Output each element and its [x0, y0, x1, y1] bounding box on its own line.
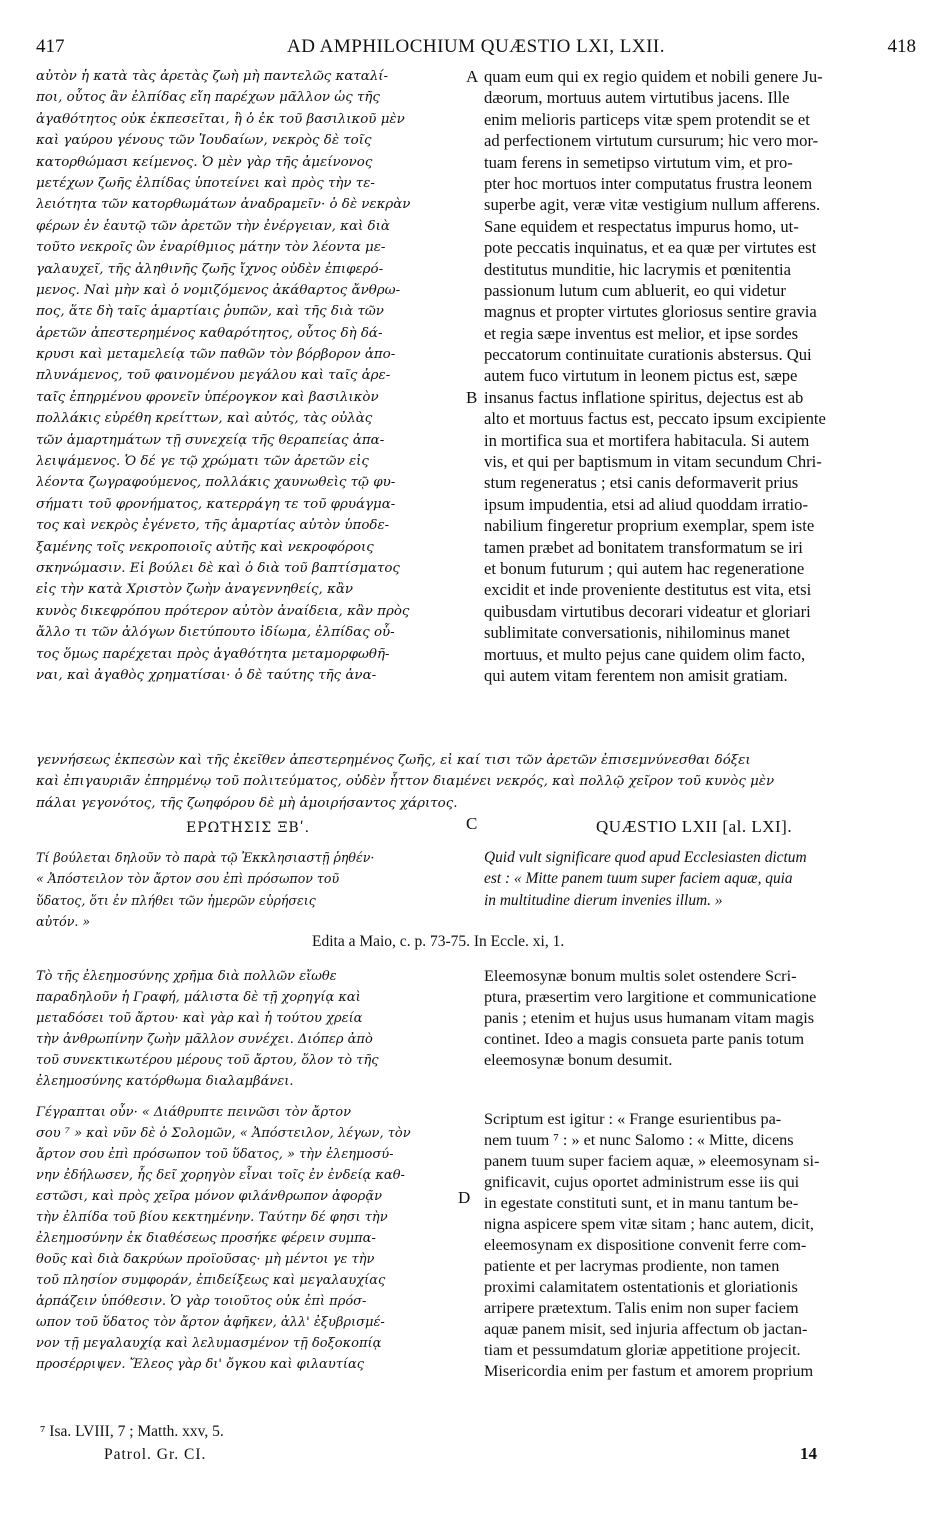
- text-line: ποι, οὗτος ἂν ἐλπίδας εἴη παρέχων μᾶλλον ὡς τῆς: [36, 90, 380, 106]
- running-header: [36, 36, 916, 62]
- text-line: pter hoc mortuos inter computatus frustra leonem: [484, 173, 813, 193]
- text-line: φέρων ἐν ἑαυτῷ τῶν ἀρετῶν τὴν ἐνέργειαν, καὶ διὰ: [36, 218, 390, 234]
- latin-question-heading: QUÆSTIO LXII [al. LXI].: [596, 817, 793, 836]
- edition-note: Edita a Maio, c. p. 73-75. In Eccle. xi, 1.: [312, 933, 565, 950]
- text-line: pote peccatis inquinatus, et ea quæ per virtutes est: [484, 238, 817, 258]
- text-line: αὐτὸν ἡ κατὰ τὰς ἀρετὰς ζωὴ μὴ παντελῶς καταλί-: [36, 69, 389, 84]
- text-line: ταῖς ἐπηρμένου φρονεῖν ὑπέρογκον καὶ βασιλικὸν: [36, 389, 379, 405]
- text-line: τὴν ἐλπίδα τοῦ βίου κεκτημένην. Ταύτην δέ φησι τὴν: [36, 1210, 388, 1225]
- text-line: nigna aspicere spem vitæ sitam ; hanc autem, dicit,: [484, 1215, 814, 1233]
- text-line: ωπον τοῦ ὕδατος τὸν ἄρτον ἀφῆκεν, ἀλλ' ἐξυβρισμέ-: [36, 1315, 385, 1330]
- text-line: ἀγαθότητος οὐκ ἐκπεσεῖται, ἢ ὁ ἐκ τοῦ βασιλικοῦ μὲν: [36, 111, 405, 127]
- text-line: et bonum futurum ; qui autem hac regeneratione: [484, 558, 805, 578]
- text-line: πολλάκις εὑρέθη κρείττων, καὶ αὐτός, τὰς οὐλὰς: [36, 411, 373, 427]
- text-line: stum regeneratus ; etsi canis deformaverit prius: [484, 473, 799, 493]
- latin-question-text: [484, 850, 920, 914]
- text-line: nem tuum ⁷ : » et nunc Salomo : « Mitte, dicens: [484, 1131, 794, 1149]
- text-line: τοῦ πλησίον συμφοράν, ἐπιδείξεως καὶ μεγαλαυχίας: [36, 1273, 386, 1288]
- greek-paragraph-2: [36, 1102, 464, 1375]
- text-line: τοῦτο νεκροῖς ὢν ἐναρίθμιος μάτην τὸν λέοντα με-: [36, 240, 386, 256]
- text-line: « Ἀπόστειλον τὸν ἄρτον σου ἐπὶ πρόσωπον τοῦ: [36, 871, 340, 887]
- text-line: in mortifica sua et mortifera habitacula. Si autem: [484, 430, 810, 450]
- text-line: ξαμένης τοῖς νεκροποιοῖς αὐτῆς καὶ νεκροφόροις: [36, 539, 374, 555]
- text-line: λειότητα τῶν κατορθωμάτων ἀναδραμεῖν· ὁ δὲ νεκρὰν: [36, 197, 411, 213]
- text-line: τὴν ἀνθρωπίνην ζωὴν μᾶλλον συνέχει. Διόπερ ἀπὸ: [36, 1032, 373, 1047]
- greek-question-heading: ΕΡΩΤΗΣΙΣ ΞΒʹ.: [186, 820, 311, 836]
- text-line: Quid vult significare quod apud Ecclesiasten dictum: [484, 850, 807, 866]
- text-line: σου ⁷ » καὶ νῦν δὲ ὁ Σολομῶν, « Ἀπόστειλον, λέγων, τὸν: [36, 1126, 411, 1141]
- text-line: ἀρετῶν ἀπεστερημένος καθαρότητος, οὗτος δὴ δά-: [36, 325, 383, 341]
- text-line: Τὸ τῆς ἐλεημοσύνης χρῆμα διὰ πολλῶν εἴωθε: [36, 969, 337, 984]
- text-line: ἄρτον σου ἐπὶ πρόσωπον τοῦ ὕδατος, » τὴν ἐλεημοσύ-: [36, 1147, 394, 1162]
- text-line: panis ; etenim et hujus usus humanam vitam magis: [484, 1009, 815, 1027]
- text-line: eleemosynæ bonum desumit.: [484, 1051, 673, 1069]
- text-line: Τί βούλεται δηλοῦν τὸ παρὰ τῷ Ἐκκλησιαστῇ ῥηθέν·: [36, 850, 375, 865]
- text-line: καὶ ἐπιγαυριᾶν ἐπηρμένῳ τοῦ πολιτεύματος, οὐδὲν ἧττον διαμένει νεκρός, καὶ πολλῷ χεῖρον τοῦ κυνὸς μὲν: [36, 774, 775, 790]
- text-line: qui autem vitam ferentem non amisit gratiam.: [484, 665, 788, 685]
- text-line: εἰς τὴν κατὰ Χριστὸν ζωὴν ἀναγεννηθείς, κἂν: [36, 582, 354, 598]
- text-line: enim melioris particeps vitæ spem protendit se et: [484, 109, 810, 129]
- text-line: σκηνώμασιν. Εἰ βούλει δὲ καὶ ὁ διὰ τοῦ βαπτίσματος: [36, 560, 400, 576]
- text-line: ὕδατος, ὅτι ἐν πλήθει τῶν ἡμερῶν εὑρήσεις: [36, 892, 316, 908]
- margin-marker-a: A: [466, 67, 479, 86]
- text-line: sublimitate conversationis, nihilominus manet: [484, 623, 791, 643]
- text-line: superbe agit, veræ vitæ vestigium nullum afferens.: [484, 195, 821, 215]
- text-line: τος καὶ νεκρὸς ἐγένετο, τῆς ἁμαρτίας αὐτὸν ὑποδε-: [36, 518, 390, 534]
- text-line: arripere prætextum. Talis enim non super faciem: [484, 1299, 799, 1317]
- text-line: ἐλεημοσύνην ἐκ διαθέσεως προσήκε φέρειν συμπα-: [36, 1231, 376, 1246]
- text-line: Sane equidem et respectatus impurus homo, ut-: [484, 216, 799, 236]
- text-line: continet. Ideo a magis consueta parte panis totum: [484, 1030, 805, 1048]
- text-line: εστῶσι, καὶ πρὸς χεῖρα μόνον φιλάνθρωπον ἀφορᾷν: [36, 1189, 383, 1204]
- text-line: mortuus, et multo pejus cane quidem olim facto,: [484, 644, 806, 664]
- text-line: in multitudine dierum invenies illum. »: [484, 892, 723, 909]
- text-line: in egestate constituti sunt, et in manu tantum be-: [484, 1194, 799, 1212]
- text-line: panem tuum super faciem aquæ, » eleemosynam si-: [484, 1152, 820, 1170]
- text-line: μετέχων ζωῆς ἐλπίδας ὑποτείνει καὶ πρὸς τὴν τε-: [36, 175, 375, 191]
- text-line: πάλαι γεγονότος, τῆς ζωηφόρου δὲ μὴ ἀμοιρήσαντος χάριτος.: [36, 795, 458, 811]
- text-line: patiente et per lacrymas prodiente, non tamen: [484, 1257, 780, 1275]
- text-line: κρυσι καὶ μεταμελείᾳ τῶν παθῶν τὸν βόρβορον ἀπο-: [36, 347, 396, 363]
- greek-full-width-continuation: [36, 750, 920, 814]
- text-line: et regia sæpe inventus est melior, et ipse sordes: [484, 323, 799, 343]
- text-line: λέοντα ζωγραφούμενος, πολλάκις χαυνωθεὶς τῷ φυ-: [36, 475, 396, 491]
- text-line: proximi calamitatem ostentationis et gloriationis: [484, 1278, 798, 1296]
- text-line: tamen præbet ad bonitatem transformatum se iri: [484, 537, 803, 557]
- text-line: σήματι τοῦ φρονήματος, κατερράγη τε τοῦ φρυάγμα-: [36, 496, 396, 512]
- text-line: tiam et pessumdatum gloriæ appetitione projecit.: [484, 1341, 801, 1359]
- text-line: nabilium fingeretur proprium exemplar, spem iste: [484, 516, 815, 536]
- greek-question-text: [36, 850, 464, 936]
- margin-marker-b: B: [466, 388, 478, 407]
- text-line: destitutus munditie, hic lacrymis et pœnitentia: [484, 259, 791, 279]
- text-line: Scriptum est igitur : « Frange esurientibus pa-: [484, 1110, 782, 1128]
- text-line: Eleemosynæ bonum multis solet ostendere Scri-: [484, 967, 797, 985]
- text-line: προσέρριψεν. Ἔλεος γὰρ δι' ὄγκου καὶ φιλαυτίας: [36, 1357, 365, 1372]
- text-line: κυνὸς δικεφρόπου πρότερον αὐτὸν ἀναίδεια, κἂν πρὸς: [36, 603, 410, 619]
- footer-page-signature: 14: [800, 1444, 817, 1463]
- text-line: quibusdam virtutibus decorari videatur et gloriari: [484, 601, 811, 621]
- text-line: gnificavit, cujus oportet administrum esse iis qui: [484, 1173, 800, 1191]
- text-line: γεννήσεως ἐκπεσὼν καὶ τῆς ἐκεῖθεν ἀπεστερημένος ζωῆς, εἰ καί τισι τῶν ἀρετῶν ἐπισεμνύνεσθαι δόξει: [36, 753, 751, 768]
- text-line: magnus et propter virtutes gloriosus sentire gravia: [484, 302, 817, 322]
- text-line: ναι, καὶ ἀγαθὸς χρηματίσαι· ὁ δὲ ταύτης τῆς ἀνα-: [36, 667, 377, 683]
- margin-marker-c: C: [466, 814, 478, 833]
- text-line: autem fuco virtutum in leonem pictus est, sæpe: [484, 366, 798, 386]
- text-line: alto et mortuus factus est, peccato ipsum excipiente: [484, 409, 826, 429]
- text-line: insanus factus inflatione spiritus, dejectus est ab: [484, 387, 804, 407]
- text-line: πος, ἅτε δὴ ταῖς ἁμαρτίαις ῥυπῶν, καὶ τῆς διὰ τῶν: [36, 304, 384, 320]
- text-line: αὐτόν. »: [36, 914, 91, 930]
- text-line: Misericordia enim per fastum et amorem proprium: [484, 1362, 814, 1380]
- text-line: κατορθώμασι κείμενος. Ὁ μὲν γὰρ τῆς ἀμείνονος: [36, 154, 373, 170]
- text-line: τος ὅμως παρέχεται πρὸς ἀγαθότητα μεταμορφωθῆ-: [36, 646, 390, 662]
- text-line: λειψάμενος. Ὁ δέ γε τῷ χρώματι τῶν ἀρετῶν εἰς: [36, 454, 369, 470]
- text-line: ἐλεημοσύνης κατόρθωμα διαλαμβάνει.: [36, 1074, 294, 1089]
- text-line: θοῦς καὶ διὰ δακρύων προϊοῦσας· μὴ μέντοι γε τὴν: [36, 1252, 375, 1267]
- text-line: τῶν ἁμαρτημάτων τῇ συνεχείᾳ τῆς θεραπείας ἀπα-: [36, 432, 385, 448]
- text-line: γαλαυχεῖ, τῆς ἀληθινῆς ζωῆς ἴχνος οὐδὲν ἐπιφερό-: [36, 261, 384, 277]
- text-line: Γέγραπται οὖν· « Διάθρυπτε πεινῶσι τὸν ἄρτον: [36, 1105, 352, 1120]
- text-line: eleemosynam ex dispositione convenit ferre com-: [484, 1236, 807, 1254]
- text-line: tuam ferens in semetipso virtutum vim, et pro-: [484, 152, 793, 172]
- footer-left: Patrol. Gr. CI.: [104, 1446, 207, 1463]
- text-line: μεταδόσει τοῦ ἄρτου· καὶ γὰρ καὶ ἡ τούτου χρεία: [36, 1011, 363, 1026]
- text-line: νον τῇ μεγαλαυχίᾳ καὶ λελυμασμένον τῇ δοξοκοπίᾳ: [36, 1336, 382, 1351]
- running-title: AD AMPHILOCHIUM QUÆSTIO LXI, LXII.: [287, 36, 665, 57]
- latin-paragraph-1: [484, 966, 920, 1071]
- page-number-left: 417: [36, 36, 65, 57]
- text-line: πλυνάμενος, τοῦ φαινομένου μεγάλου καὶ ταῖς ἀρε-: [36, 368, 391, 384]
- margin-marker-d: D: [458, 1188, 471, 1207]
- text-line: μενος. Ναὶ μὴν καὶ ὁ νομιζόμενος ἀκάθαρτος ἄνθρω-: [36, 282, 401, 298]
- footnote: ⁷ Isa. LVIII, 7 ; Matth. xxv, 5.: [40, 1423, 224, 1440]
- text-line: ipsum impudentia, etsi ad aliud quoddam irratio-: [484, 494, 808, 514]
- text-line: vis, et qui per baptismum in vitam secundum Chri-: [484, 452, 822, 472]
- greek-paragraph-1: [36, 966, 464, 1092]
- text-line: est : « Mitte panem tuum super faciem aquæ, quia: [484, 871, 793, 888]
- text-line: peccatorum continuitate curationis abstersus. Qui: [484, 345, 812, 365]
- text-line: παραδηλοῦν ἡ Γραφή, μάλιστα δὲ τῇ χορηγίᾳ καὶ: [36, 990, 361, 1005]
- latin-column-top: [484, 66, 920, 686]
- text-line: ἄλλο τι τῶν ἀλόγων διετύπουτο ἰδίωμα, ἐλπίδας οὗ-: [36, 625, 395, 641]
- text-line: excidit et inde proveniente destitutus est vita, etsi: [484, 580, 812, 600]
- text-line: ad perfectionem virtutum cursurum; hic vero mor-: [484, 131, 819, 151]
- greek-column-top: [36, 66, 464, 686]
- text-line: ptura, præsertim vero largitione et communicatione: [484, 988, 817, 1006]
- latin-paragraph-2: [484, 1109, 920, 1382]
- text-line: τοῦ συνεκτικωτέρου μέρους τοῦ ἄρτου, ὅλον τὸ τῆς: [36, 1053, 379, 1068]
- page-number-right: 418: [887, 36, 916, 57]
- text-line: ἁρπάζειν ὑπόθεσιν. Ὁ γὰρ τοιοῦτος οὐκ ἐπὶ πρόσ-: [36, 1294, 367, 1309]
- text-line: dæorum, mortuus autem virtutibus jacens. Ille: [484, 88, 790, 108]
- text-line: aquæ panem misit, sed injuria affectum ob jactan-: [484, 1320, 808, 1338]
- text-line: passionum lutum cum abluerit, eo qui videtur: [484, 280, 786, 300]
- text-line: quam eum qui ex regio quidem et nobili genere Ju-: [484, 67, 823, 86]
- text-line: νην ἐδήλωσεν, ἧς δεῖ χορηγὸν εἶναι τοῖς ἐν ἐνδείᾳ καθ-: [36, 1168, 405, 1183]
- text-line: καὶ γαύρου γένους τῶν Ἰουδαίων, νεκρὸς δὲ τοῖς: [36, 133, 372, 149]
